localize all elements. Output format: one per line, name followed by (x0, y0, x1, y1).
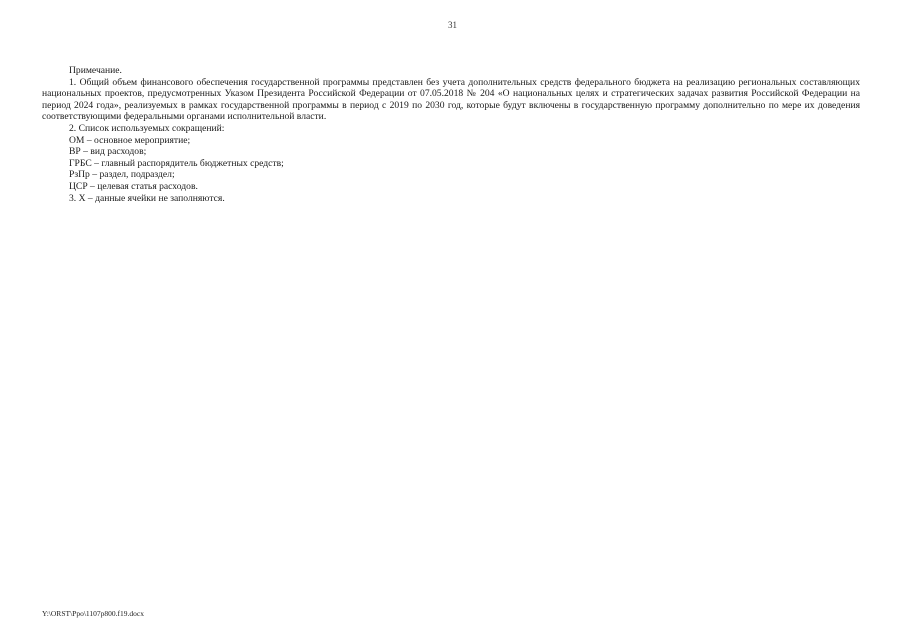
abbreviation-item-csr: ЦСР – целевая статья расходов. (69, 180, 198, 192)
abbreviation-item-grbs: ГРБС – главный распорядитель бюджетных средств; (69, 157, 284, 169)
abbreviation-item-rzpr: РзПр – раздел, подраздел; (69, 169, 175, 181)
abbreviation-item-om: ОМ – основное мероприятие; (69, 134, 191, 146)
abbreviation-list (42, 135, 860, 193)
note-item-3: 3. X – данные ячейки не заполняются. (69, 192, 225, 204)
note-item-2: 2. Список используемых сокращений: (69, 122, 225, 134)
note-item-1: 1. Общий объем финансового обеспечения государственной программы представлен без учета дополнительных средств федерального бюджета на реализацию региональных составляющих национальных проектов, предусмотренных Указом Президента Российской Федерации от 07.05.2018 № 204 «О национальных целях и стратегических задачах развития Российской Федерации на период 2024 года», реализуемых в рамках государственной программы в период с 2019 по 2030 год, которые будут включены в государственную программу дополнительно по мере их доведения соответствующими федеральными органами исполнительной власти. (42, 76, 860, 123)
document-file-path: Y:\ORST\Ppo\1107p800.f19.docx (42, 609, 144, 618)
abbreviation-item-vr: ВР – вид расходов; (69, 146, 147, 158)
page-number: 31 (448, 20, 457, 30)
note-section (42, 65, 860, 204)
note-heading: Примечание. (69, 65, 122, 76)
